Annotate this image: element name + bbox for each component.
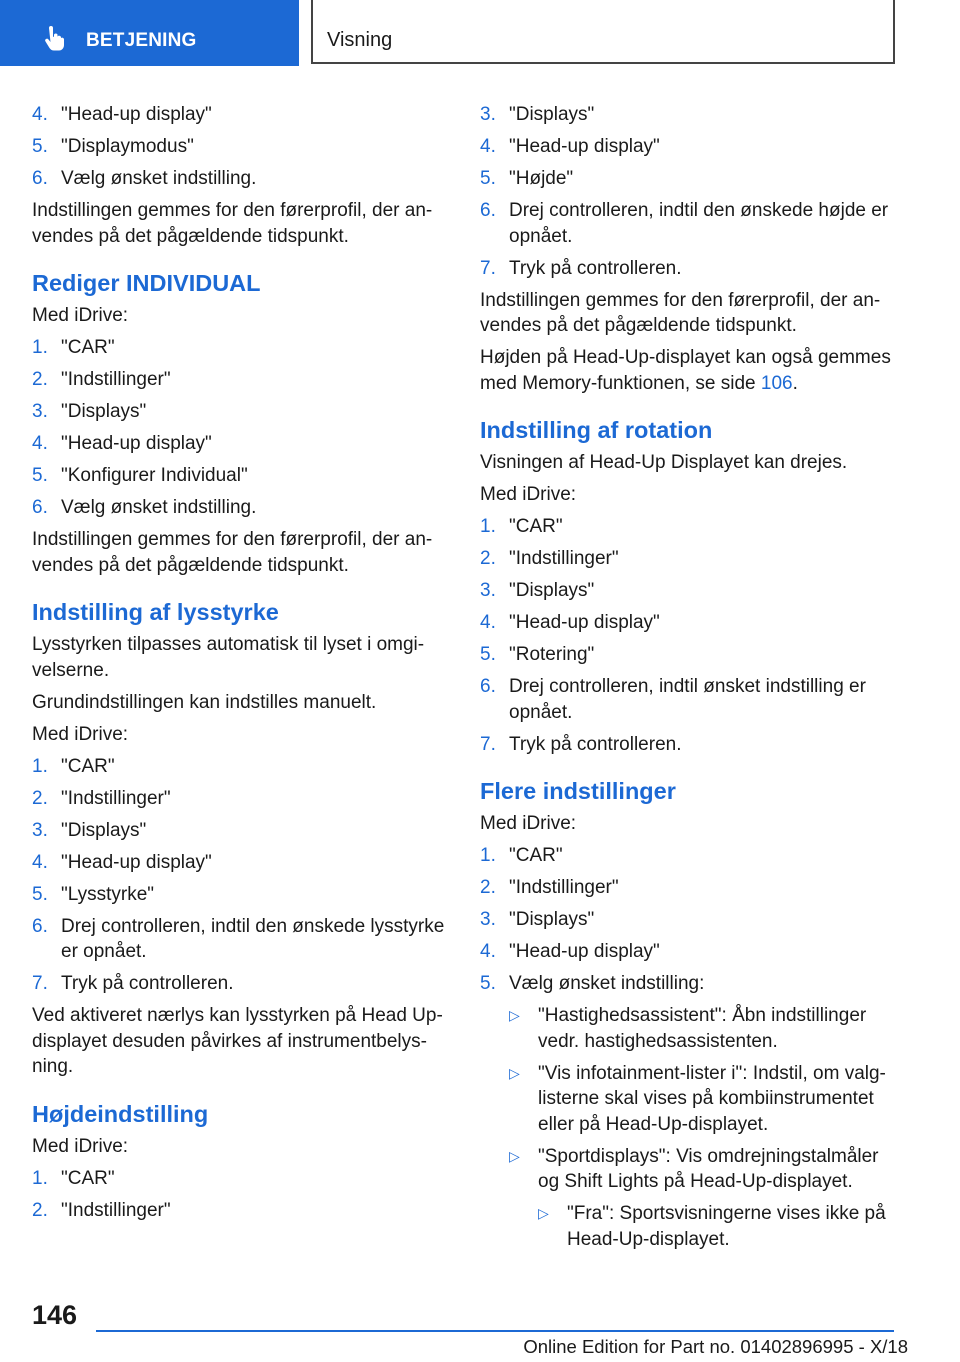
list-item: 3. "Displays" xyxy=(480,580,595,601)
paragraph: Visningen af Head-Up Displayet kan drejes. xyxy=(480,452,848,473)
right-column xyxy=(480,102,900,1259)
list-item: 6. Drej controlleren, indtil ønsket indstilling er opnået. xyxy=(480,676,866,723)
hand-pointer-icon xyxy=(40,26,66,52)
footer-divider xyxy=(96,1330,894,1332)
bullet-item: ▷ "Vis infotainment-lister i": Indstil, om valg‐ listerne skal vises på kombiinstrumentet eller på Head-Up-displayet. xyxy=(509,1062,886,1135)
paragraph: Lysstyrken tilpasses automatisk til lyset i omgi‐ velserne. xyxy=(32,634,425,681)
paragraph: Grundindstillingen kan indstilles manuelt. xyxy=(32,691,377,713)
list-item: 1. "CAR" xyxy=(32,337,115,358)
list-item: 4. "Head-up display" xyxy=(480,941,660,962)
list-item: 3. "Displays" xyxy=(32,401,147,422)
paragraph: Højden på Head-Up-displayet kan også gemmes med Memory-funktionen, se side 106. xyxy=(480,347,891,394)
list-item: 6. Drej controlleren, indtil den ønskede lysstyrke er opnået. xyxy=(32,915,445,962)
sub-bullet-item: ▷ "Fra": Sportsvisningerne vises ikke på Head-Up-displayet. xyxy=(538,1203,886,1250)
header-tab-betjening[interactable] xyxy=(0,0,299,66)
list-item: 5. "Konfigurer Individual" xyxy=(32,465,248,486)
triangle-bullet-icon: ▷ xyxy=(538,1205,549,1221)
paragraph: Indstillingen gemmes for den førerprofil, der an‐ vendes på det pågældende tidspunkt. xyxy=(480,289,881,336)
list-item: 4. "Head-up display" xyxy=(32,104,212,125)
paragraph: Med iDrive: xyxy=(480,484,577,505)
paragraph: Med iDrive: xyxy=(32,305,129,326)
header-section-label: Visning xyxy=(327,29,393,51)
paragraph: Med iDrive: xyxy=(32,1135,129,1157)
paragraph: Ved aktiveret nærlys kan lysstyrken på Head Up- displayet desuden påvirkes af instrumentbelys‐ ning. xyxy=(32,1005,443,1077)
list-item: 5. "Højde" xyxy=(480,168,574,189)
heading-flere-indstillinger: Flere indstillinger xyxy=(480,778,676,804)
triangle-bullet-icon: ▷ xyxy=(509,1147,520,1164)
heading-hojdeindstilling: Højdeindstilling xyxy=(32,1100,209,1127)
footer-edition: Online Edition for Part no. 01402896995 - X/18 xyxy=(523,1336,908,1357)
list-item: 2. "Indstillinger" xyxy=(32,1199,171,1221)
bullet-item: ▷ "Hastighedsassistent": Åbn indstillinger vedr. hastighedsassistenten. xyxy=(509,1005,867,1052)
bullet-item: ▷ "Sportdisplays": Vis omdrejningstalmåler og Shift Lights på Head-Up-displayet. xyxy=(509,1145,879,1192)
triangle-bullet-icon: ▷ xyxy=(509,1007,520,1023)
list-item: 4. "Head-up display" xyxy=(480,136,660,157)
list-item: 4. "Head-up display" xyxy=(32,433,212,454)
list-item: 4. "Head-up display" xyxy=(480,612,660,633)
paragraph: Med iDrive: xyxy=(32,723,129,745)
list-item: 1. "CAR" xyxy=(32,755,115,777)
page-number: 146 xyxy=(32,1300,78,1330)
list-item: 3. "Displays" xyxy=(480,909,595,930)
triangle-bullet-icon: ▷ xyxy=(509,1064,520,1081)
paragraph: Med iDrive: xyxy=(480,813,577,834)
list-item: 3. "Displays" xyxy=(32,819,147,841)
list-item: 6. Vælg ønsket indstilling. xyxy=(32,168,257,189)
list-item: 2. "Indstillinger" xyxy=(480,548,619,569)
list-item: 1. "CAR" xyxy=(480,845,563,866)
list-item: 3. "Displays" xyxy=(480,104,595,125)
list-item: 5. "Rotering" xyxy=(480,644,595,665)
list-item: 4. "Head-up display" xyxy=(32,851,212,873)
left-column xyxy=(32,102,452,1230)
list-item: 7. Tryk på controlleren. xyxy=(480,257,682,279)
heading-rotation: Indstilling af rotation xyxy=(480,417,713,443)
list-item: 1. "CAR" xyxy=(32,1167,115,1189)
heading-lysstyrke: Indstilling af lysstyrke xyxy=(32,599,279,625)
list-item: 2. "Indstillinger" xyxy=(32,787,171,809)
list-item: 1. "CAR" xyxy=(480,516,563,537)
list-item: 7. Tryk på controlleren. xyxy=(480,733,682,755)
list-item: 2. "Indstillinger" xyxy=(480,877,619,898)
list-item: 2. "Indstillinger" xyxy=(32,369,171,390)
page-link-106[interactable]: 106 xyxy=(760,372,793,394)
heading-rediger-individual: Rediger INDIVIDUAL xyxy=(32,270,261,296)
list-item: 6. Drej controlleren, indtil den ønskede højde er opnået. xyxy=(480,200,889,247)
list-item: 5. "Lysstyrke" xyxy=(32,883,155,905)
list-item: 7. Tryk på controlleren. xyxy=(32,973,234,994)
paragraph: Indstillingen gemmes for den førerprofil, der an‐ vendes på det pågældende tidspunkt. xyxy=(32,200,433,247)
list-item: 5. Vælg ønsket indstilling: xyxy=(480,973,705,994)
header-tab-label: BETJENING xyxy=(86,30,197,51)
list-item: 6. Vælg ønsket indstilling. xyxy=(32,497,257,518)
header-section xyxy=(311,0,895,64)
list-item: 5. "Displaymodus" xyxy=(32,136,194,157)
paragraph: Indstillingen gemmes for den førerprofil, der an‐ vendes på det pågældende tidspunkt. xyxy=(32,529,433,576)
